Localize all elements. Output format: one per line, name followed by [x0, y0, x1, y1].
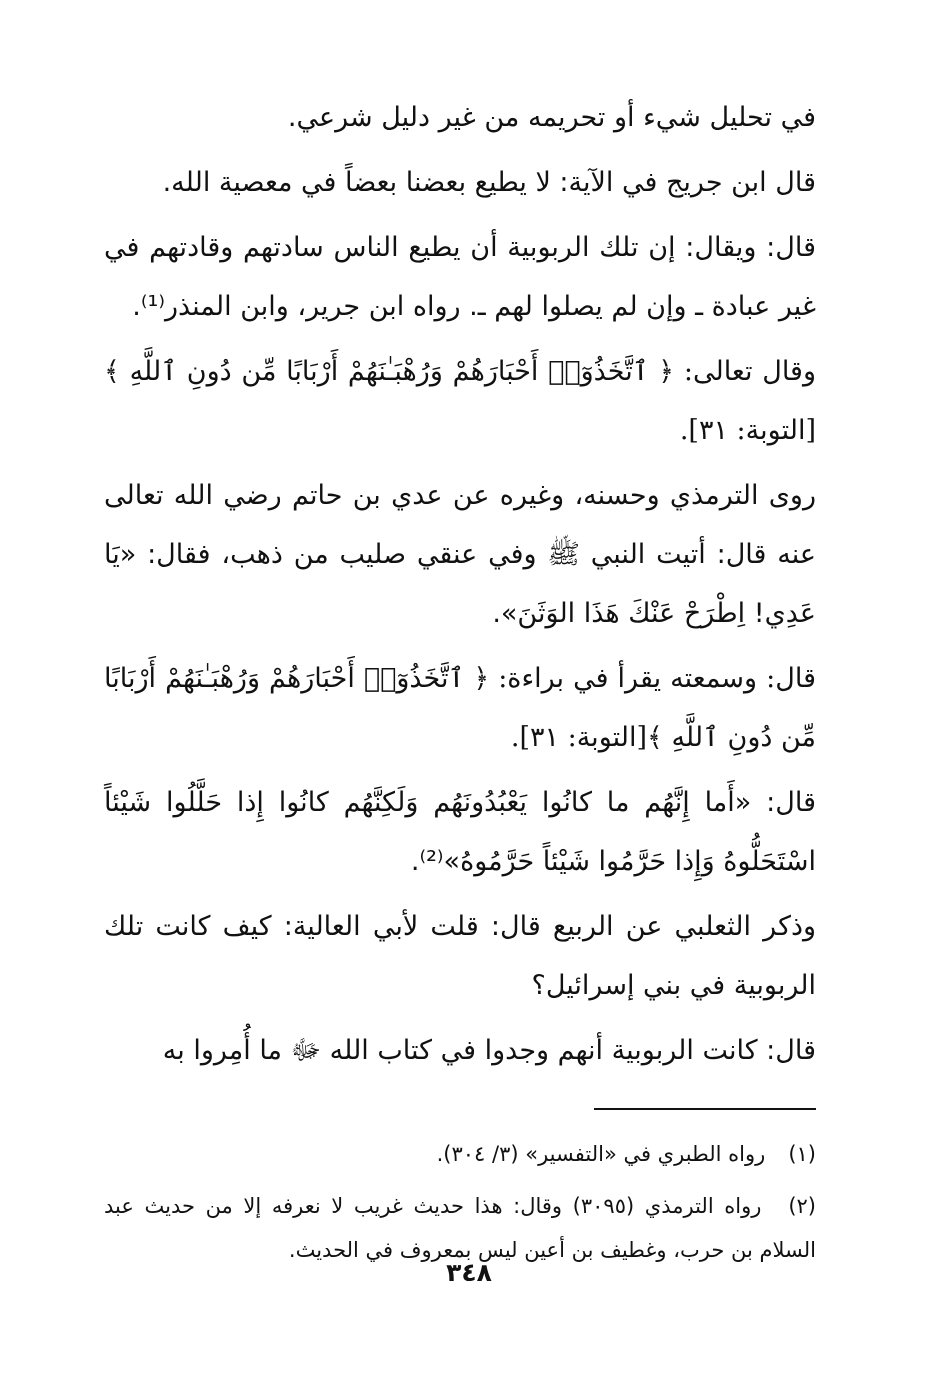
footnote-number: (١): [788, 1142, 816, 1166]
paragraph-continuation: في تحليل شيء أو تحريمه من غير دليل شرعي.: [287, 102, 816, 133]
paragraph-rububiyya: قال: ويقال: إن تلك الربوبية أن يطيع الناس سادتهم وقادتهم في غير عبادة ـ وإن لم يصلوا لهم ـ. رواه ابن جرير، وابن المنذر⁽¹⁾.: [104, 232, 816, 322]
paragraph-abu-aliya-answer: قال: كانت الربوبية أنهم وجدوا في كتاب الله ﷻ ما أُمِروا به: [162, 1035, 816, 1066]
paragraph-ibn-jurayj: قال ابن جريج في الآية: لا يطيع بعضنا بعضاً في معصية الله.: [162, 167, 816, 198]
footnote-divider: [594, 1108, 816, 1110]
footnote-1: [104, 1132, 816, 1176]
paragraph-tirmidhi-hadith: روى الترمذي وحسنه، وغيره عن عدي بن حاتم رضي الله تعالى عنه قال: أتيت النبي ﷺ وفي عنقي صليب من ذهب، فقال: «يَا عَدِي! اِطْرَحْ عَنْكَ هَذَا الوَثَنَ».: [104, 480, 816, 629]
paragraph-baraa-recitation: قال: وسمعته يقرأ في براءة: ﴿ ٱتَّخَذُوٓا۟ أَحْبَارَهُمْ وَرُهْبَـٰنَهُمْ أَرْبَابًا مِّن دُونِ ٱللَّهِ ﴾[التوبة: ٣١].: [104, 663, 816, 753]
paragraph-hadith-answer: قال: «أَما إِنَّهُم ما كانُوا يَعْبُدُونَهُم وَلَكِنَّهُم كانُوا إِذا حَلَّلُوا شَيْئاً اسْتَحَلُّوهُ وَإِذا حَرَّمُوا شَيْئاً حَرَّمُوهُ»⁽²⁾.: [104, 787, 816, 877]
paragraph-quran-verse: وقال تعالى: ﴿ ٱتَّخَذُوٓا۟ أَحْبَارَهُمْ وَرُهْبَـٰنَهُمْ أَرْبَابًا مِّن دُونِ ٱللَّهِ ﴾[التوبة: ٣١].: [104, 356, 816, 446]
page-body: [104, 88, 816, 1280]
footnote-text: رواه الترمذي (٣٠٩٥) وقال: هذا حديث غريب لا نعرفه إلا من حديث عبد السلام بن حرب، وغطيف بن أعين ليس بمعروف في الحديث.: [104, 1194, 816, 1262]
footnote-text: رواه الطبري في «التفسير» (٣/ ٣٠٤).: [436, 1142, 766, 1166]
footnote-number: (٢): [788, 1194, 816, 1218]
page-number: ٣٤٨: [446, 1258, 492, 1287]
paragraph-thalabi: وذكر الثعلبي عن الربيع قال: قلت لأبي العالية: كيف كانت تلك الربوبية في بني إسرائيل؟: [104, 911, 816, 1001]
